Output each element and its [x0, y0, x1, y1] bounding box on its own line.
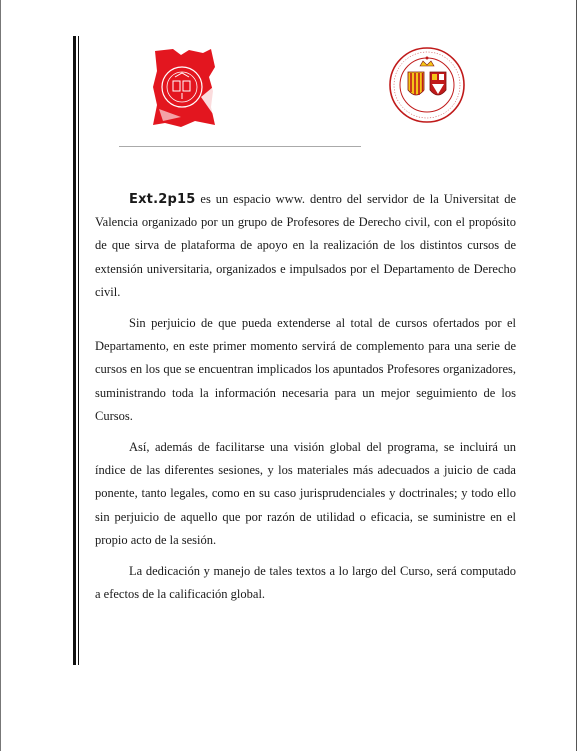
margin-rule-thin	[78, 36, 79, 665]
paragraph-3: Así, además de facilitarse una visión global del programa, se incluirá un índice de las diferentes sesiones, y los materiales más adecuados a juicio de cada ponente, tanto legales, como en su caso jurisprudenciales y doctrinales; y todo ello sin perjuicio de aquello que por razón de utilidad o eficacia, se suministre en el propio acto de la sesión.	[95, 440, 516, 547]
paragraph-4: La dedicación y manejo de tales textos a lo largo del Curso, será computado a efectos de la calificación global.	[95, 564, 516, 602]
university-seal-icon	[388, 46, 466, 124]
faculty-red-seal-icon	[151, 47, 217, 129]
paragraph-2: Sin perjuicio de que pueda extenderse al total de cursos ofertados por el Departamento, en este primer momento servirá de complemento para una serie de cursos en los que se encuentran implicados los apuntados Profesores organizadores, suministrando toda la información necesaria para un mejor seguimiento de los Cursos.	[95, 316, 516, 423]
header-divider	[119, 146, 361, 147]
paragraph-1-text: es un espacio www. dentro del servidor de la Universitat de Valencia organizado por un grupo de Profesores de Derecho civil, con el propósito de que sirva de plataforma de apoyo en la realización de los distintos cursos de extensión universitaria, organizados e impulsados por el Departamento de Derecho civil.	[95, 192, 516, 299]
paragraph-1	[95, 188, 516, 304]
document-body	[95, 188, 516, 614]
brand-name: Ext.2p15	[129, 192, 196, 207]
margin-rule-thick	[73, 36, 76, 665]
